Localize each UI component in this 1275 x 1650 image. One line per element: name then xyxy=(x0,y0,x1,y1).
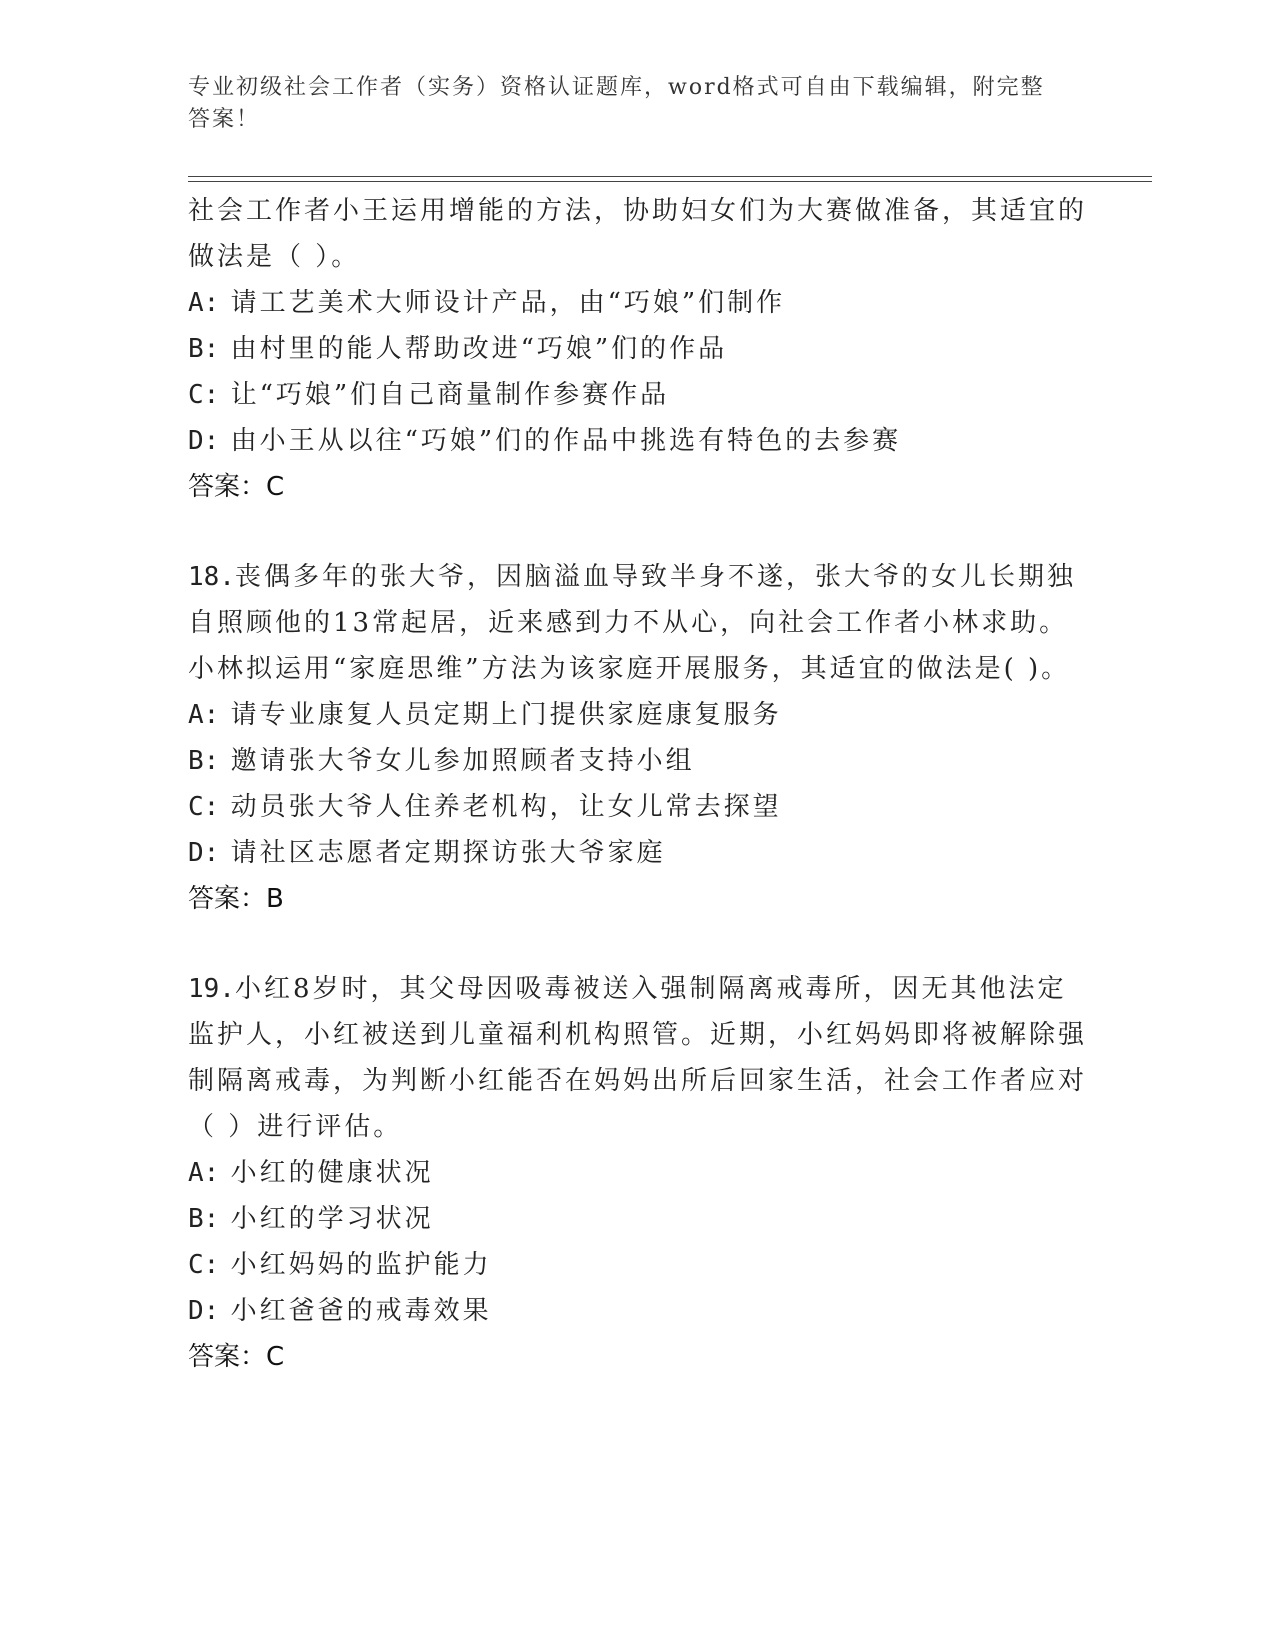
question-list xyxy=(188,188,1088,1380)
option-key: A: xyxy=(188,700,220,730)
option-key: C: xyxy=(188,792,220,822)
option-text: 由小王从以往“巧娘”们的作品中挑选有特色的去参赛 xyxy=(230,426,902,456)
question-number: 18. xyxy=(188,562,235,592)
option-c xyxy=(188,372,1088,418)
option-key: D: xyxy=(188,426,220,456)
option-c xyxy=(188,1242,1088,1288)
option-text: 由村里的能人帮助改进“巧娘”们的作品 xyxy=(230,334,728,364)
option-key: B: xyxy=(188,1204,220,1234)
question-number: 19. xyxy=(188,974,235,1004)
option-text: 小红妈妈的监护能力 xyxy=(230,1250,492,1280)
option-a xyxy=(188,280,1088,326)
page-header: 专业初级社会工作者（实务）资格认证题库，word格式可自由下载编辑，附完整答案！ xyxy=(188,75,1045,132)
question-stem: 小红8岁时，其父母因吸毒被送入强制隔离戒毒所，因无其他法定监护人，小红被送到儿童福利机构照管。近期，小红妈妈即将被解除强制隔离戒毒，为判断小红能否在妈妈出所后回家生活，社会工作者应对（ ）进行评估。 xyxy=(188,974,1088,1142)
option-text: 小红的健康状况 xyxy=(230,1158,434,1188)
option-a xyxy=(188,1150,1088,1196)
option-d xyxy=(188,1288,1088,1334)
option-b xyxy=(188,738,1088,784)
question-text xyxy=(188,554,1088,692)
answer-line: 答案：C xyxy=(188,472,285,502)
option-key: C: xyxy=(188,1250,220,1280)
header-rule-bottom xyxy=(188,181,1152,182)
option-a xyxy=(188,692,1088,738)
question-text xyxy=(188,188,1088,280)
option-key: B: xyxy=(188,746,220,776)
option-b xyxy=(188,1196,1088,1242)
question-spacer xyxy=(188,510,1088,554)
question-item xyxy=(188,188,1088,510)
question-spacer xyxy=(188,922,1088,966)
option-key: A: xyxy=(188,288,220,318)
header-rule-top xyxy=(188,176,1152,177)
question-text xyxy=(188,966,1088,1150)
option-d xyxy=(188,830,1088,876)
option-d xyxy=(188,418,1088,464)
question-stem: 丧偶多年的张大爷，因脑溢血导致半身不遂，张大爷的女儿长期独自照顾他的13常起居，近来感到力不从心，向社会工作者小林求助。小林拟运用“家庭思维”方法为该家庭开展服务，其适宜的做法是( )。 xyxy=(188,562,1076,684)
option-key: C: xyxy=(188,380,220,410)
option-text: 请社区志愿者定期探访张大爷家庭 xyxy=(230,838,666,868)
option-key: D: xyxy=(188,838,220,868)
answer-line: 答案：B xyxy=(188,884,284,914)
option-key: A: xyxy=(188,1158,220,1188)
answer-line: 答案：C xyxy=(188,1342,285,1372)
option-b xyxy=(188,326,1088,372)
option-text: 小红爸爸的戒毒效果 xyxy=(230,1296,492,1326)
option-key: D: xyxy=(188,1296,220,1326)
option-c xyxy=(188,784,1088,830)
option-key: B: xyxy=(188,334,220,364)
question-item xyxy=(188,966,1088,1380)
option-text: 让“巧娘”们自己商量制作参赛作品 xyxy=(230,380,670,410)
question-stem: 社会工作者小王运用增能的方法，协助妇女们为大赛做准备，其适宜的做法是（ ）。 xyxy=(188,196,1088,272)
question-item xyxy=(188,554,1088,922)
option-text: 小红的学习状况 xyxy=(230,1204,434,1234)
option-text: 邀请张大爷女儿参加照顾者支持小组 xyxy=(230,746,695,776)
option-text: 请专业康复人员定期上门提供家庭康复服务 xyxy=(230,700,782,730)
option-text: 请工艺美术大师设计产品，由“巧娘”们制作 xyxy=(230,288,786,318)
option-text: 动员张大爷人住养老机构，让女儿常去探望 xyxy=(230,792,782,822)
